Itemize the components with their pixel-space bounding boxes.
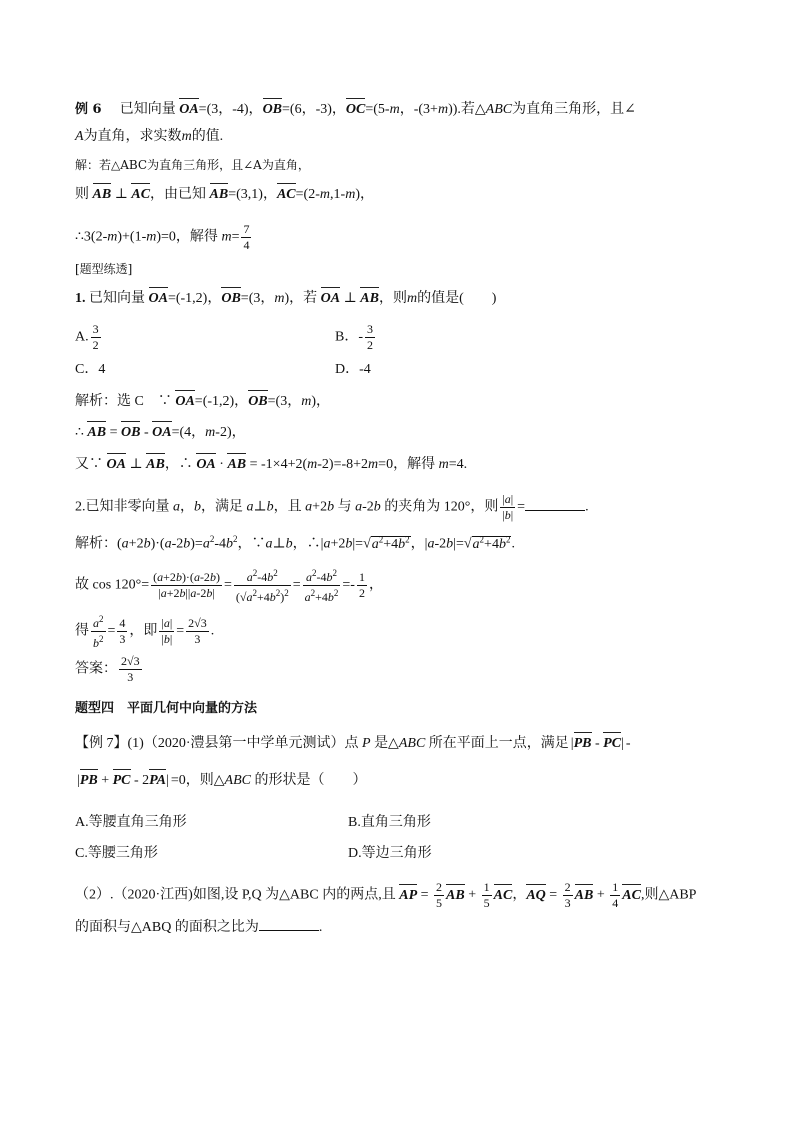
ex6-line2: A为直角，求实数m的值.	[75, 129, 224, 144]
q2-solution-2: 故 cos 120°= $\frac{(a+2b)\cdot(a-2b)}{|a+2b||a-2b|}$ = $\frac{a^2-4b^2}{(√a^2+4b^2)^2}$ = $\frac{a^2-4b^2}{a^2+4b^2}$ =- $\frac{1}{2}$ ，	[75, 568, 383, 604]
ex7-option-d[interactable]: D.等边三角形	[348, 846, 432, 861]
ex7-answer-blank[interactable]	[259, 918, 319, 931]
ex7-part2-line2: 的面积与△ABQ 的面积之比为 .	[75, 920, 323, 935]
ex6-solution-title: 解：若△ABC为直角三角形，且∠A为直角，	[75, 158, 310, 172]
q2-solution-1: 解析：$(a+2b)\cdot(a-2b)=a^2-4b^2$，∵a⊥b，$\therefore|a+2b|=√a^2+4b^2$，$|a-2b|=√a^2+4b^2$.	[75, 534, 515, 552]
type4-heading: 题型四 平面几何中向量的方法	[75, 701, 258, 716]
q1-option-a[interactable]: A. $\frac{3}{2}$	[75, 322, 99, 352]
ex6-line1	[75, 101, 636, 119]
ex7-part2-line1: （2）.（2020·江西)如图,设 P,Q 为△ABC 内的两点,且 AP = $\frac{2}{5}$ AB + $\frac{1}{5}$ AC，AQ = $\frac{2}{3}$ AB + $\frac{1}{4}$ AC,则△ABP	[75, 880, 697, 910]
ex6-solution-2: 则 AB ⊥ AC，由已知 AB=(3,1)，AC=(2-m,1-m)，	[75, 187, 374, 202]
q1-solution-2: ∴ AB = OB - OA=(4，m-2)，	[75, 425, 246, 440]
ex6-text1: 已知向量 OA=(3，-4)，OB=(6，-3)，OC=(5-m，-(3+m)).若△ABC为直角三角形，且∠	[105, 102, 636, 117]
q2-answer-blank[interactable]	[525, 498, 585, 511]
q1-option-d[interactable]: D．-4	[335, 362, 371, 377]
ex7-option-b[interactable]: B.直角三角形	[348, 815, 431, 830]
q1-option-b[interactable]: B．- $\frac{3}{2}$	[335, 322, 373, 352]
q1-option-c[interactable]: C．4	[75, 362, 106, 377]
ex7-part1-line2: |PB + PC - 2PA| =0，则△ABC 的形状是（ ）	[77, 773, 367, 788]
ex6-solution-3: ∴3(2-m)+(1-m)=0，解得 m= $\frac{7}{4}$	[75, 222, 250, 252]
ex7-part1-line1: 【例 7】(1)（2020·澧县第一中学单元测试）点 P 是△ABC 所在平面上一点，满足 |PB - PC| -	[75, 736, 631, 751]
practice-heading: [题型练透]	[75, 262, 133, 276]
q2-solution-3: 得 $\frac{a^2}{b^2}$ = $\frac{4}{3}$ ，即 $\frac{|a|}{|b|}$ = $\frac{2√3}{3}$ .	[75, 614, 215, 650]
q1-solution-1: 解析：选 C ∵ OA=(-1,2)，OB=(3，m)，	[75, 394, 330, 409]
q2-answer: 答案： $\frac{2√3}{3}$	[75, 654, 140, 684]
ex7-option-a[interactable]: A.等腰直角三角形	[75, 815, 187, 830]
q1-stem: 1. 已知向量 OA=(-1,2)，OB=(3，m)，若 OA ⊥ AB，则m的值是( )	[75, 291, 497, 306]
ex7-option-c[interactable]: C.等腰三角形	[75, 846, 158, 861]
q2-stem: 2.已知非零向量 a，b，满足 a⊥b，且 a+2b 与 a-2b 的夹角为 120°，则 $\frac{|a|}{|b|}$ = .	[75, 492, 589, 522]
q1-solution-3: 又∵ OA ⊥ AB，∴ OA · AB = -1×4+2(m-2)=-8+2m=0，解得 m=4.	[75, 457, 468, 472]
ex6-label: 例 6	[75, 102, 102, 117]
